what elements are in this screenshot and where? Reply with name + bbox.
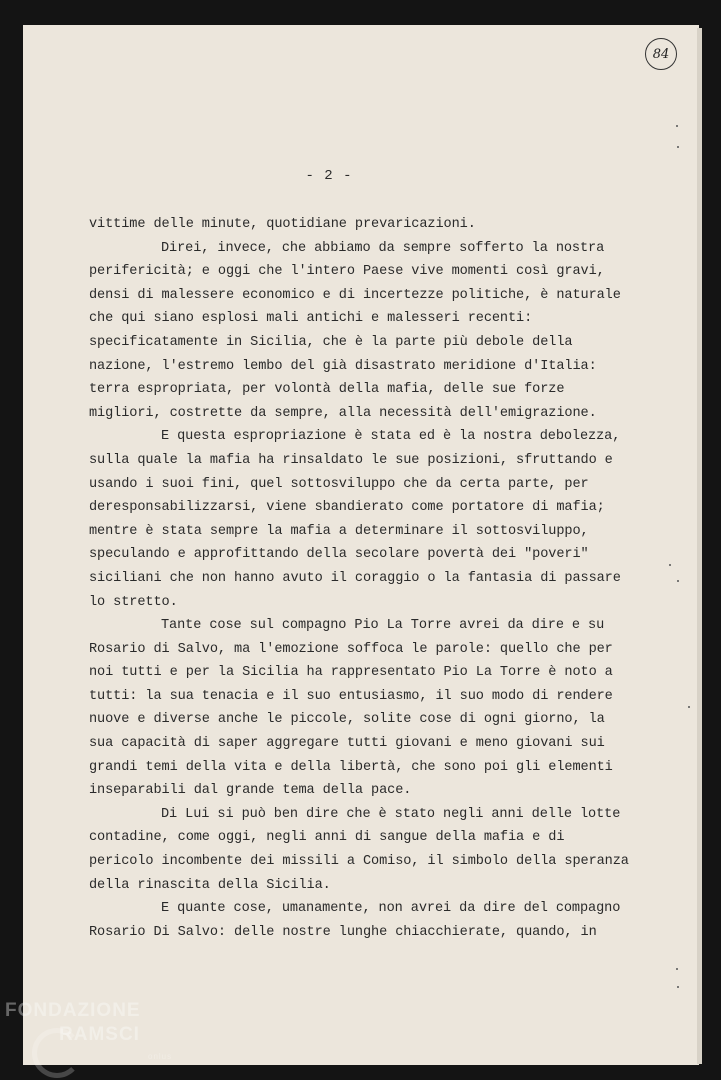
- paragraph: vittime delle minute, quotidiane prevaricazioni.: [89, 217, 476, 232]
- archive-number-stamp: [645, 38, 677, 70]
- paragraph: Direi, invece, che abbiamo da sempre sofferto la nostra perifericità; e oggi che l'intero Paese vive momenti così gravi, densi di malessere economico e di incertezze politiche, è naturale che qui siano esplosi mali antichi e malesseri recenti: specificatamente in Sicilia, che è la parte più debole della nazione, l'estremo lembo del già disastrato meridione d'Italia: terra espropriata, per volontà della mafia, delle sue forze migliori, costrette da sempre, alla necessità dell'emigrazione.: [89, 240, 621, 421]
- typed-text-body: [89, 213, 629, 944]
- paragraph: E questa espropriazione è stata ed è la nostra debolezza, sulla quale la mafia ha rinsaldato le sue posizioni, sfruttando e usando i suoi fini, quel sottosviluppo che da certa parte, per deresponsabilizzarsi, viene sbandierato come portatore di mafia; mentre è stata sempre la mafia a determinare il sottosviluppo, speculando e approfittando della secolare povertà dei "poveri" siciliani che non hanno avuto il coraggio o la fantasia di passare lo stretto.: [89, 429, 621, 610]
- fondazione-gramsci-watermark: [5, 1000, 141, 1046]
- page-number: - 2 -: [305, 168, 353, 184]
- watermark-small: onlus: [148, 1052, 173, 1061]
- watermark-line1: FONDAZIONE: [5, 1000, 141, 1021]
- paragraph: Tante cose sul compagno Pio La Torre avrei da dire e su Rosario di Salvo, ma l'emozione soffoca le parole: quello che per noi tutti e per la Sicilia ha rappresentato Pio La Torre è noto a tutti: la sua tenacia e il suo entusiasmo, il suo modo di rendere nuove e diverse anche le piccole, solite cose di ogni giorno, la sua capacità di saper aggregare tutti giovani e meno giovani sui grandi temi della vita e della libertà, che sono poi gli elementi inseparabili dal grande tema della pace.: [89, 618, 613, 799]
- paragraph: E quante cose, umanamente, non avrei da dire del compagno Rosario Di Salvo: delle nostre lunghe chiacchierate, quando, in: [89, 901, 621, 940]
- page-edge: [697, 28, 702, 1064]
- watermark-line2: RAMSCI: [59, 1024, 140, 1045]
- archive-number: 84: [652, 46, 670, 62]
- paragraph: Di Lui si può ben dire che è stato negli anni delle lotte contadine, come oggi, negli anni di sangue della mafia e di pericolo incombente dei missili a Comiso, il simbolo della speranza della rinascita della Sicilia.: [89, 806, 629, 893]
